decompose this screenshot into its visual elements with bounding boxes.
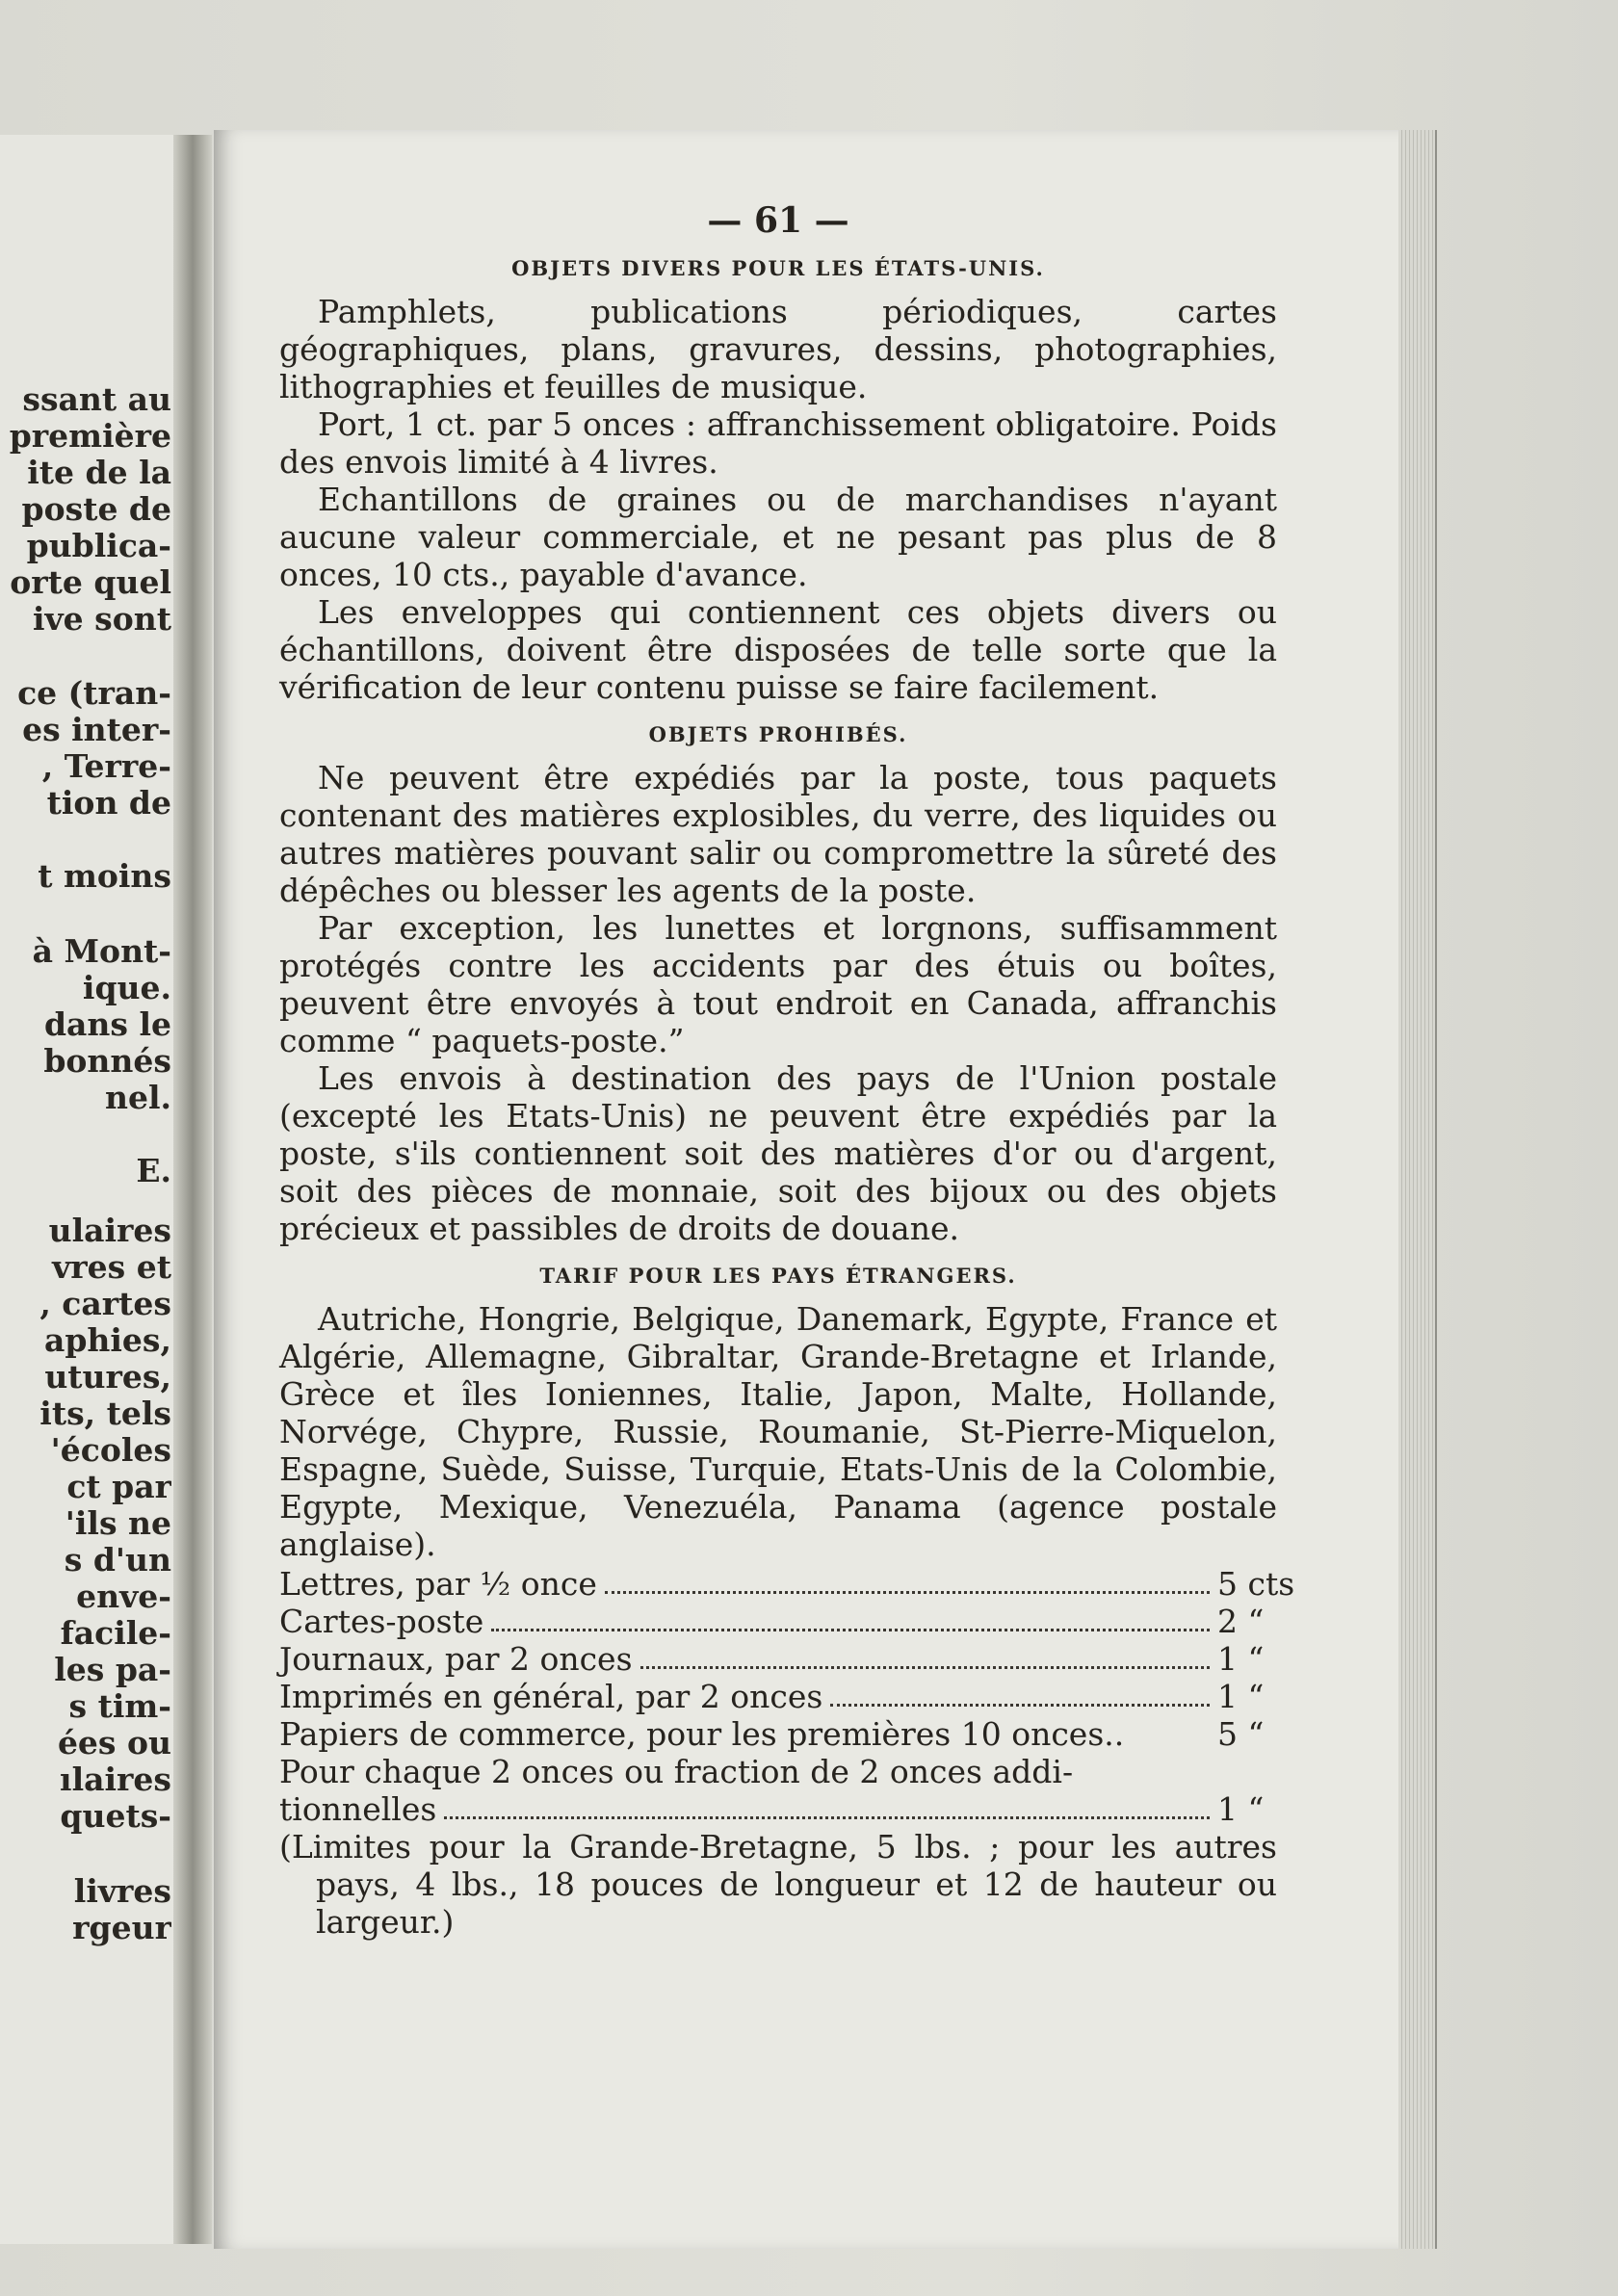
rate-label: Papiers de commerce, pour les premières 10 onces..	[279, 1715, 1125, 1753]
left-page-line: ite de la	[27, 454, 171, 491]
rate-label-line2: tionnelles	[279, 1790, 437, 1828]
left-page-line: its, tels	[39, 1395, 171, 1432]
left-page-line: s tim-	[68, 1687, 171, 1725]
rate-value: 1 “	[1217, 1678, 1265, 1715]
left-page-line: enve-	[76, 1578, 171, 1615]
rate-value: 1 “	[1217, 1640, 1265, 1678]
left-page-line: aphies,	[43, 1321, 171, 1359]
rate-label-line1: Pour chaque 2 onces ou fraction de 2 onces addi-	[279, 1753, 1074, 1790]
page-content	[279, 200, 1295, 1972]
leader-dots	[491, 1629, 1210, 1631]
rate-label: Cartes-poste	[279, 1603, 484, 1640]
left-page-line: s d'un	[64, 1541, 171, 1578]
left-page-line: vres et	[52, 1248, 171, 1286]
left-page-line: , cartes	[39, 1285, 171, 1322]
section-heading-objets-divers: OBJETS DIVERS POUR LES ÉTATS-UNIS.	[511, 256, 1045, 280]
rate-table	[279, 1565, 1295, 1828]
left-page-line: , Terre-	[41, 747, 171, 785]
rate-row	[279, 1603, 1277, 1640]
left-page-line: ive sont	[32, 600, 171, 638]
rate-value: 5 cts	[1217, 1565, 1295, 1603]
page-edges	[1398, 130, 1437, 2249]
rate-row	[279, 1565, 1295, 1603]
rate-row-additional	[279, 1753, 1277, 1790]
paragraph: Pamphlets, publications périodiques, cartes géographiques, plans, gravures, dessins, photographies, lithographies et feuilles de musique.	[279, 293, 1277, 405]
rate-label: Imprimés en général, par 2 onces	[279, 1678, 823, 1715]
left-page-line: nel.	[104, 1079, 171, 1116]
paragraph: Les enveloppes qui contiennent ces objets divers ou échantillons, doivent être disposées de telle sorte que la vérification de leur contenu puisse se faire facilement.	[279, 593, 1277, 706]
paragraph: Port, 1 ct. par 5 onces : affranchissement obligatoire. Poids des envois limité à 4 livres.	[279, 405, 1277, 481]
left-page-line: tion de	[46, 784, 171, 822]
left-page-line: ssant au	[22, 380, 171, 418]
left-page-line: utures,	[44, 1358, 171, 1396]
left-page-line: 'ils ne	[65, 1504, 171, 1542]
left-page-line: ées ou	[57, 1724, 171, 1761]
left-page-line: bonnés	[43, 1042, 171, 1080]
paragraph: Les envois à destination des pays de l'Union postale (excepté les Etats-Unis) ne peuvent être expédiés par la poste, s'ils contiennent soit des matières d'or ou d'argent, soit des pièces de monnaie, soit des bijoux ou des objets précieux et passibles de droits de douane.	[279, 1059, 1277, 1247]
left-page-line: à Mont-	[32, 932, 171, 970]
left-page-line: ulaires	[48, 1212, 171, 1249]
paragraph: Par exception, les lunettes et lorgnons, suffisamment protégés contre les accidents par des étuis ou boîtes, peuvent être envoyés à tout endroit en Canada, affranchis comme “ paquets-poste.”	[279, 909, 1277, 1059]
left-page-line: ct par	[66, 1468, 171, 1505]
section-heading-objets-prohibes: OBJETS PROHIBÉS.	[648, 722, 908, 746]
left-page-line: rgeur	[72, 1909, 171, 1946]
left-page-line: dans le	[43, 1005, 171, 1043]
paragraph: Ne peuvent être expédiés par la poste, tous paquets contenant des matières explosibles, du verre, des liquides ou autres matières pouvant salir ou compromettre la sûreté des dépêches ou blesser les agents de la poste.	[279, 759, 1277, 909]
left-page-line: orte quel	[10, 563, 171, 601]
rate-value: 1 “	[1217, 1790, 1265, 1828]
limits-note: (Limites pour la Grande-Bretagne, 5 lbs. ; pour les autres pays, 4 lbs., 18 pouces de longueur et 12 de hauteur ou largeur.)	[279, 1828, 1277, 1941]
page-number: — 61 —	[707, 200, 849, 241]
rate-row	[279, 1715, 1277, 1753]
left-page-line: quets-	[60, 1797, 171, 1835]
left-page-line: livres	[73, 1872, 171, 1910]
left-page-line: ique.	[82, 969, 171, 1006]
rate-row-additional-cont	[279, 1790, 1277, 1828]
rate-value: 2 “	[1217, 1603, 1265, 1640]
left-page-line: première	[9, 417, 171, 455]
leader-dots	[444, 1816, 1210, 1819]
left-page-line: 'écoles	[50, 1431, 171, 1469]
book-gutter	[173, 135, 212, 2244]
leader-dots	[640, 1666, 1210, 1669]
left-page-line: es inter-	[22, 711, 171, 748]
rate-label: Journaux, par 2 onces	[279, 1640, 633, 1678]
left-page-line: E.	[136, 1152, 171, 1189]
left-page-line: ılaires	[60, 1761, 171, 1798]
left-page-line: les pa-	[54, 1651, 171, 1688]
paragraph-countries: Autriche, Hongrie, Belgique, Danemark, Egypte, France et Algérie, Allemagne, Gibraltar, Grande-Bretagne et Irlande, Grèce et îles Ioniennes, Italie, Japon, Malte, Hollande, Norvége, Chypre, Russie, Roumanie, St-Pierre-Miquelon, Espagne, Suède, Suisse, Turquie, Etats-Unis de la Colombie, Egypte, Mexique, Venezuéla, Panama (agence postale anglaise).	[279, 1300, 1277, 1563]
left-page-line: poste de	[21, 490, 171, 528]
left-page-line: t moins	[38, 857, 171, 895]
leader-dots	[605, 1591, 1210, 1594]
section-heading-tarif: TARIF POUR LES PAYS ÉTRANGERS.	[539, 1264, 1017, 1288]
rate-row	[279, 1640, 1277, 1678]
left-page-line: ce (tran-	[17, 674, 171, 712]
left-page-line: facile-	[60, 1614, 171, 1652]
paragraph: Echantillons de graines ou de marchandises n'ayant aucune valeur commerciale, et ne pesant pas plus de 8 onces, 10 cts., payable d'avance.	[279, 481, 1277, 593]
rate-value: 5 “	[1217, 1715, 1265, 1753]
rate-label: Lettres, par ½ once	[279, 1565, 597, 1603]
rate-row	[279, 1678, 1277, 1715]
leader-dots	[830, 1704, 1210, 1707]
left-page-line: publica-	[26, 527, 171, 564]
